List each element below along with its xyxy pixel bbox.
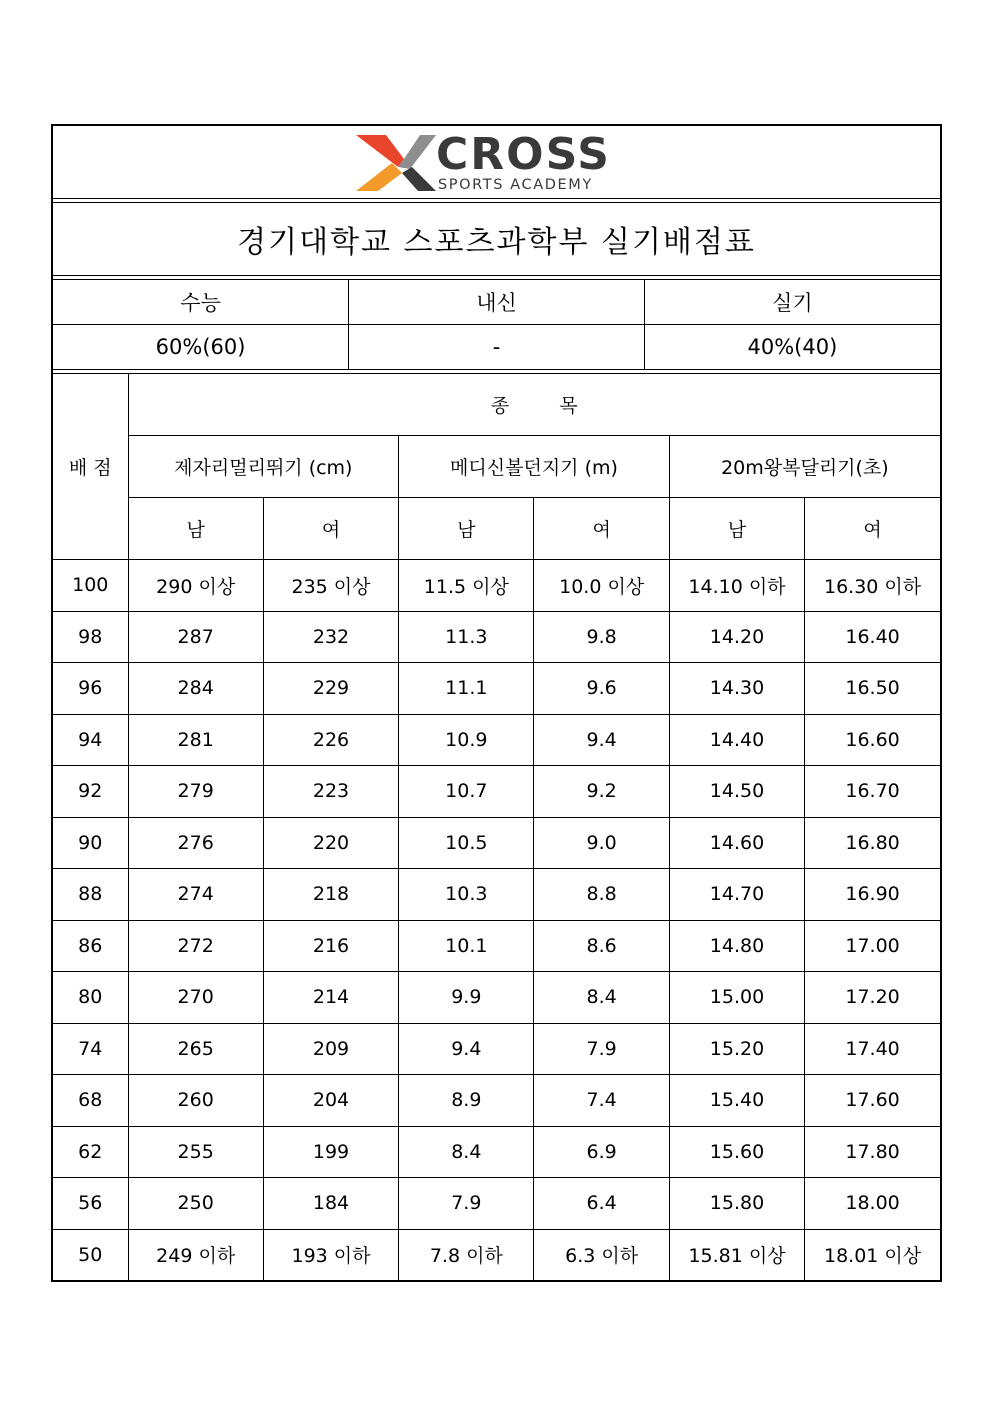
record-cell: 14.40 — [669, 714, 804, 766]
summary-table — [53, 280, 940, 369]
score-cell: 50 — [53, 1229, 128, 1280]
record-cell: 11.3 — [399, 611, 534, 663]
record-cell: 17.00 — [805, 920, 940, 972]
logo-banner — [53, 126, 940, 199]
record-cell: 11.5 이상 — [399, 560, 534, 612]
score-cell: 96 — [53, 663, 128, 715]
score-cell: 100 — [53, 560, 128, 612]
x-mark-icon — [356, 135, 436, 191]
record-cell: 14.30 — [669, 663, 804, 715]
record-cell: 9.4 — [399, 1023, 534, 1075]
table-row — [53, 1126, 940, 1178]
record-cell: 8.6 — [534, 920, 669, 972]
record-cell: 17.60 — [805, 1075, 940, 1127]
event-header: 제자리멀리뛰기 (cm) — [128, 436, 399, 498]
record-cell: 184 — [263, 1178, 398, 1230]
gender-header: 남 — [128, 498, 263, 560]
table-row — [53, 920, 940, 972]
record-cell: 284 — [128, 663, 263, 715]
table-row — [53, 817, 940, 869]
record-cell: 6.4 — [534, 1178, 669, 1230]
record-cell: 8.9 — [399, 1075, 534, 1127]
logo-brand-text: CROSS — [435, 129, 611, 180]
score-cell: 80 — [53, 972, 128, 1024]
record-cell: 14.50 — [669, 766, 804, 818]
record-cell: 249 이하 — [128, 1229, 263, 1280]
category-label: 종 목 — [128, 374, 940, 436]
record-cell: 14.10 이하 — [669, 560, 804, 612]
table-row — [53, 1178, 940, 1230]
record-cell: 250 — [128, 1178, 263, 1230]
score-cell: 74 — [53, 1023, 128, 1075]
record-cell: 18.00 — [805, 1178, 940, 1230]
record-cell: 16.40 — [805, 611, 940, 663]
record-cell: 290 이상 — [128, 560, 263, 612]
summary-value: 40%(40) — [644, 325, 940, 370]
record-cell: 9.8 — [534, 611, 669, 663]
record-cell: 272 — [128, 920, 263, 972]
cross-logo — [352, 129, 642, 195]
table-row — [53, 1229, 940, 1280]
record-cell: 7.9 — [534, 1023, 669, 1075]
record-cell: 11.1 — [399, 663, 534, 715]
record-cell: 16.50 — [805, 663, 940, 715]
summary-value: - — [349, 325, 645, 370]
record-cell: 235 이상 — [263, 560, 398, 612]
record-cell: 15.60 — [669, 1126, 804, 1178]
record-cell: 10.5 — [399, 817, 534, 869]
gender-header: 남 — [669, 498, 804, 560]
gender-header: 남 — [399, 498, 534, 560]
record-cell: 9.0 — [534, 817, 669, 869]
record-cell: 14.60 — [669, 817, 804, 869]
table-row — [53, 560, 940, 612]
table-row — [53, 611, 940, 663]
record-cell: 232 — [263, 611, 398, 663]
table-row — [53, 869, 940, 921]
record-cell: 270 — [128, 972, 263, 1024]
score-table — [53, 374, 940, 1280]
gender-header: 여 — [534, 498, 669, 560]
score-cell: 68 — [53, 1075, 128, 1127]
record-cell: 14.70 — [669, 869, 804, 921]
record-cell: 17.40 — [805, 1023, 940, 1075]
record-cell: 6.9 — [534, 1126, 669, 1178]
record-cell: 15.40 — [669, 1075, 804, 1127]
score-cell: 90 — [53, 817, 128, 869]
table-row — [53, 663, 940, 715]
record-cell: 16.30 이하 — [805, 560, 940, 612]
logo-tagline-text: SPORTS ACADEMY — [437, 177, 593, 193]
record-cell: 214 — [263, 972, 398, 1024]
score-cell: 62 — [53, 1126, 128, 1178]
record-cell: 10.3 — [399, 869, 534, 921]
record-cell: 218 — [263, 869, 398, 921]
record-cell: 229 — [263, 663, 398, 715]
score-sheet — [51, 124, 942, 1282]
record-cell: 9.9 — [399, 972, 534, 1024]
record-cell: 204 — [263, 1075, 398, 1127]
record-cell: 193 이하 — [263, 1229, 398, 1280]
record-cell: 17.20 — [805, 972, 940, 1024]
table-row — [53, 714, 940, 766]
record-cell: 8.4 — [534, 972, 669, 1024]
record-cell: 14.80 — [669, 920, 804, 972]
record-cell: 9.2 — [534, 766, 669, 818]
score-cell: 88 — [53, 869, 128, 921]
gender-header: 여 — [805, 498, 940, 560]
record-cell: 10.7 — [399, 766, 534, 818]
table-row — [53, 766, 940, 818]
record-cell: 7.8 이하 — [399, 1229, 534, 1280]
score-cell: 92 — [53, 766, 128, 818]
record-cell: 18.01 이상 — [805, 1229, 940, 1280]
record-cell: 10.0 이상 — [534, 560, 669, 612]
record-cell: 9.4 — [534, 714, 669, 766]
record-cell: 16.70 — [805, 766, 940, 818]
record-cell: 15.20 — [669, 1023, 804, 1075]
score-cell: 56 — [53, 1178, 128, 1230]
record-cell: 281 — [128, 714, 263, 766]
record-cell: 8.8 — [534, 869, 669, 921]
record-cell: 10.9 — [399, 714, 534, 766]
summary-header: 실기 — [644, 280, 940, 325]
record-cell: 8.4 — [399, 1126, 534, 1178]
record-cell: 279 — [128, 766, 263, 818]
record-cell: 17.80 — [805, 1126, 940, 1178]
record-cell: 276 — [128, 817, 263, 869]
summary-header: 수능 — [53, 280, 349, 325]
event-header: 메디신볼던지기 (m) — [399, 436, 670, 498]
page-title: 경기대학교 스포츠과학부 실기배점표 — [53, 203, 940, 276]
table-row — [53, 1075, 940, 1127]
record-cell: 255 — [128, 1126, 263, 1178]
record-cell: 223 — [263, 766, 398, 818]
record-cell: 7.9 — [399, 1178, 534, 1230]
score-label: 배 점 — [53, 374, 128, 560]
score-cell: 98 — [53, 611, 128, 663]
record-cell: 209 — [263, 1023, 398, 1075]
record-cell: 16.90 — [805, 869, 940, 921]
table-row — [53, 972, 940, 1024]
record-cell: 199 — [263, 1126, 398, 1178]
summary-header: 내신 — [349, 280, 645, 325]
record-cell: 287 — [128, 611, 263, 663]
score-cell: 94 — [53, 714, 128, 766]
record-cell: 14.20 — [669, 611, 804, 663]
record-cell: 10.1 — [399, 920, 534, 972]
score-cell: 86 — [53, 920, 128, 972]
summary-value: 60%(60) — [53, 325, 349, 370]
record-cell: 220 — [263, 817, 398, 869]
record-cell: 9.6 — [534, 663, 669, 715]
record-cell: 6.3 이하 — [534, 1229, 669, 1280]
record-cell: 260 — [128, 1075, 263, 1127]
record-cell: 15.00 — [669, 972, 804, 1024]
table-row — [53, 1023, 940, 1075]
gender-header: 여 — [263, 498, 398, 560]
record-cell: 16.60 — [805, 714, 940, 766]
record-cell: 16.80 — [805, 817, 940, 869]
record-cell: 15.81 이상 — [669, 1229, 804, 1280]
record-cell: 216 — [263, 920, 398, 972]
record-cell: 15.80 — [669, 1178, 804, 1230]
record-cell: 226 — [263, 714, 398, 766]
record-cell: 7.4 — [534, 1075, 669, 1127]
event-header: 20m왕복달리기(초) — [669, 436, 940, 498]
record-cell: 274 — [128, 869, 263, 921]
record-cell: 265 — [128, 1023, 263, 1075]
